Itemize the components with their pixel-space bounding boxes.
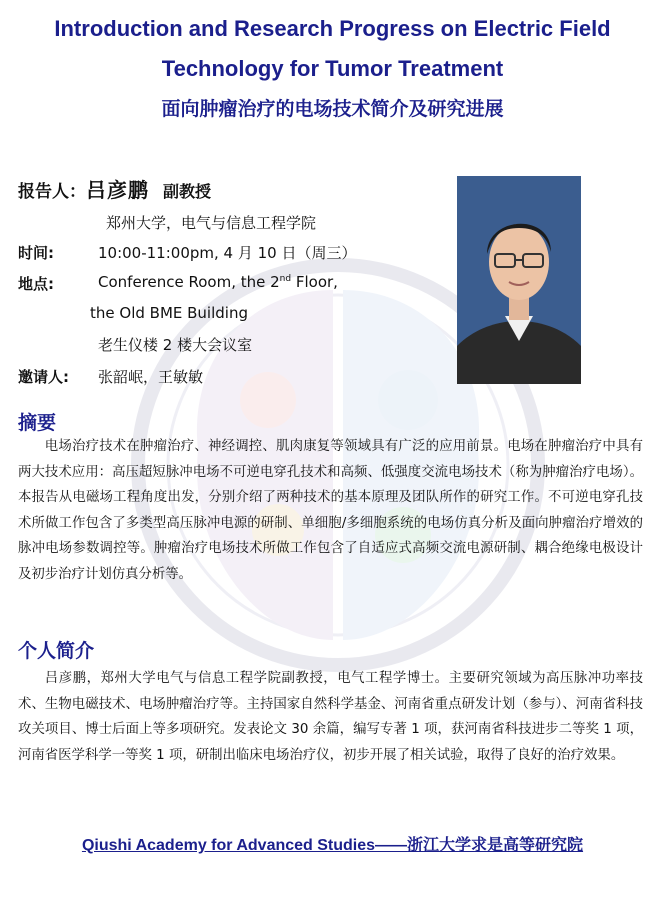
speaker-label: 报告人： (18, 182, 86, 202)
inviter-value: 张韶岷，王敏敏 (98, 368, 204, 386)
location-line-2: the Old BME Building (90, 304, 248, 322)
footer-english: Qiushi Academy for Advanced Studies—— (81, 837, 408, 854)
speaker-photo (457, 176, 581, 384)
bio-heading: 个人简介 (18, 640, 95, 662)
bio-text: 吕彦鹏，郑州大学电气与信息工程学院副教授，电气工程学博士。主要研究领域为高压脉冲功率技术、生物电磁技术、电场肿瘤治疗等。主持国家自然科学基金、河南省重点研发计划（参与）、河南省科技攻关项目、博士后面上等多项研究。发表论文 30 余篇，编写专著 1 项，获河南省科技进步二等奖 1 项，河南省医学科学一等奖 1 项，研制出临床电场治疗仪，初步开展了相关试验，取得了良好的治疗效果。 (18, 671, 643, 763)
title-english-line-2: Technology for Tumor Treatment (161, 56, 504, 81)
abstract-heading: 摘要 (18, 412, 57, 434)
location-label: 地点: (18, 275, 54, 293)
title-chinese: 面向肿瘤治疗的电场技术简介及研究进展 (161, 98, 504, 120)
time-row (18, 242, 357, 263)
portrait-illustration (457, 176, 581, 384)
inviter-label: 邀请人: (18, 368, 69, 386)
time-label: 时间: (18, 244, 54, 262)
location-line-1: Conference Room, the 2nd Floor, (98, 273, 338, 291)
inviter-row (18, 366, 204, 387)
footer-chinese: 浙江大学求是高等研究院 (407, 835, 584, 854)
location-line-3: 老生仪楼 2 楼大会议室 (98, 336, 253, 354)
affiliation: 郑州大学，电气与信息工程学院 (106, 214, 317, 232)
speaker-row (18, 174, 211, 203)
speaker-name: 吕彦鹏 (86, 178, 149, 202)
time-value: 10:00-11:00pm, 4 月 10 日（周三） (98, 244, 357, 262)
title-english-line-1: Introduction and Research Progress on Electric Field (54, 16, 611, 41)
abstract-text: 电场治疗技术在肿瘤治疗、神经调控、肌肉康复等领域具有广泛的应用前景。电场在肿瘤治疗中具有两大技术应用：高压超短脉冲电场不可逆电穿孔技术和高频、低强度交流电场技术（称为肿瘤治疗电场）。本报告从电磁场工程角度出发，分别介绍了两种技术的基本原理及团队所作的研究工作。不可逆电穿孔技术所做工作包含了多类型高压脉冲电源的研制、单细胞/多细胞系统的电场仿真分析及面向肿瘤治疗增效的脉冲电场参数调控等。肿瘤治疗电场技术所做工作包含了自适应式高频交流电源研制、耦合绝缘电极设计及初步治疗计划仿真分析等。 (18, 439, 643, 582)
footer-institution (0, 832, 665, 855)
speaker-title: 副教授 (163, 182, 212, 201)
location-row (18, 273, 338, 294)
